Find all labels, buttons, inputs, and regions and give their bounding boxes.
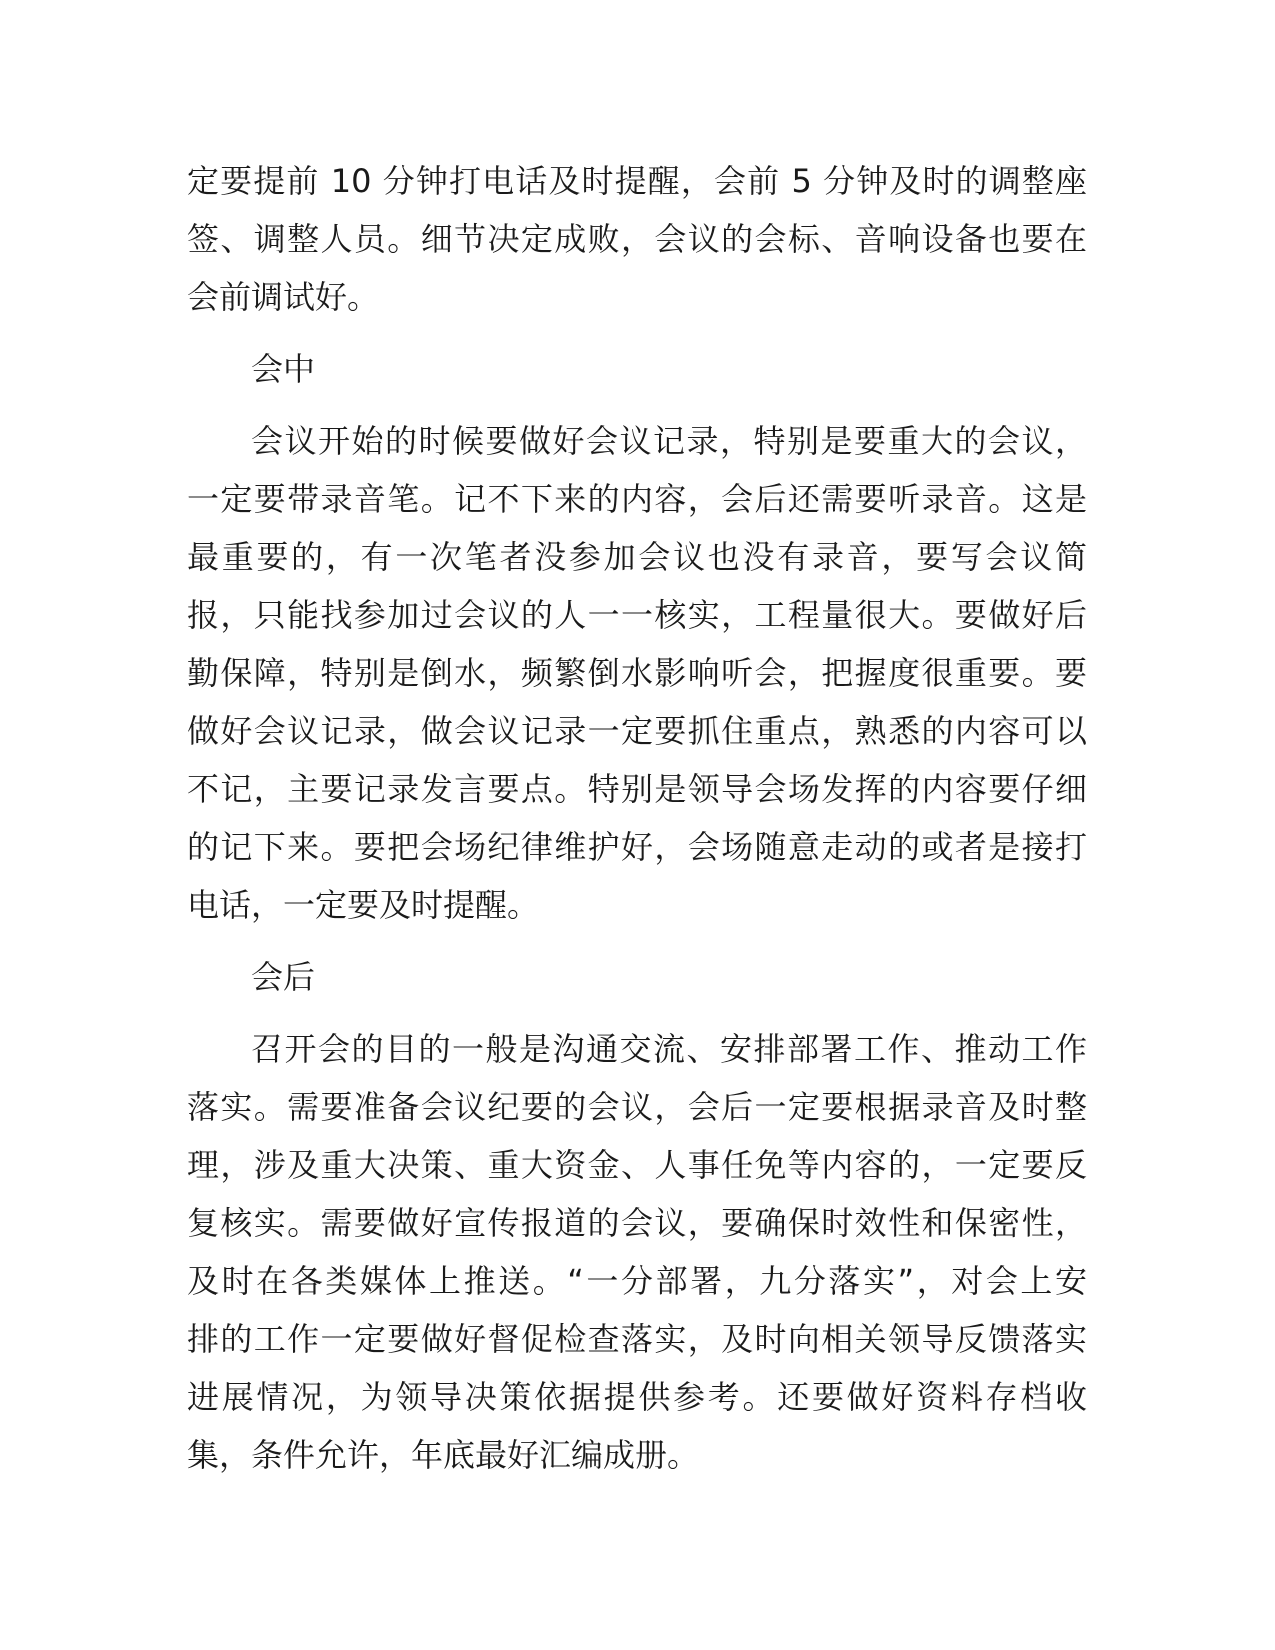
text-line: 及时在各类媒体上推送。“一分部署，九分落实”，对会上安: [187, 1262, 1087, 1300]
text-line: 做好会议记录，做会议记录一定要抓住重点，熟悉的内容可以: [187, 712, 1087, 750]
paragraph-after-meeting: [187, 1020, 1087, 1484]
text-line: 召开会的目的一般是沟通交流、安排部署工作、推动工作: [251, 1030, 1087, 1068]
text-line: 报，只能找参加过会议的人一一核实，工程量很大。要做好后: [187, 596, 1087, 634]
text-line: 的记下来。要把会场纪律维护好，会场随意走动的或者是接打: [187, 828, 1087, 866]
text-line: 理，涉及重大决策、重大资金、人事任免等内容的，一定要反: [187, 1146, 1087, 1184]
text-line: 复核实。需要做好宣传报道的会议，要确保时效性和保密性，: [187, 1204, 1087, 1242]
text-line: 会议开始的时候要做好会议记录，特别是要重大的会议，: [251, 422, 1087, 460]
text-line: 定要提前 10 分钟打电话及时提醒，会前 5 分钟及时的调整座: [187, 162, 1087, 200]
text-line: 签、调整人员。细节决定成败，会议的会标、音响设备也要在: [187, 220, 1087, 258]
text-line: 最重要的，有一次笔者没参加会议也没有录音，要写会议简: [187, 538, 1087, 576]
text-line: 勤保障，特别是倒水，频繁倒水影响听会，把握度很重要。要: [187, 654, 1087, 692]
text-line: 一定要带录音笔。记不下来的内容，会后还需要听录音。这是: [187, 480, 1087, 518]
text-line: 落实。需要准备会议纪要的会议，会后一定要根据录音及时整: [187, 1088, 1087, 1126]
paragraph-during-meeting: [187, 412, 1087, 934]
section-heading-during-meeting: 会中: [251, 350, 316, 388]
text-line: 电话，一定要及时提醒。: [187, 886, 540, 924]
text-line: 进展情况，为领导决策依据提供参考。还要做好资料存档收: [187, 1378, 1087, 1416]
text-line: 排的工作一定要做好督促检查落实，及时向相关领导反馈落实: [187, 1320, 1087, 1358]
section-heading-after-meeting: 会后: [251, 958, 316, 996]
text-line: 集，条件允许，年底最好汇编成册。: [187, 1436, 700, 1474]
document-body: [187, 152, 1087, 1484]
paragraph-meeting-preparation: [187, 152, 1087, 326]
text-line: 不记，主要记录发言要点。特别是领导会场发挥的内容要仔细: [187, 770, 1087, 808]
text-line: 会前调试好。: [187, 278, 380, 316]
